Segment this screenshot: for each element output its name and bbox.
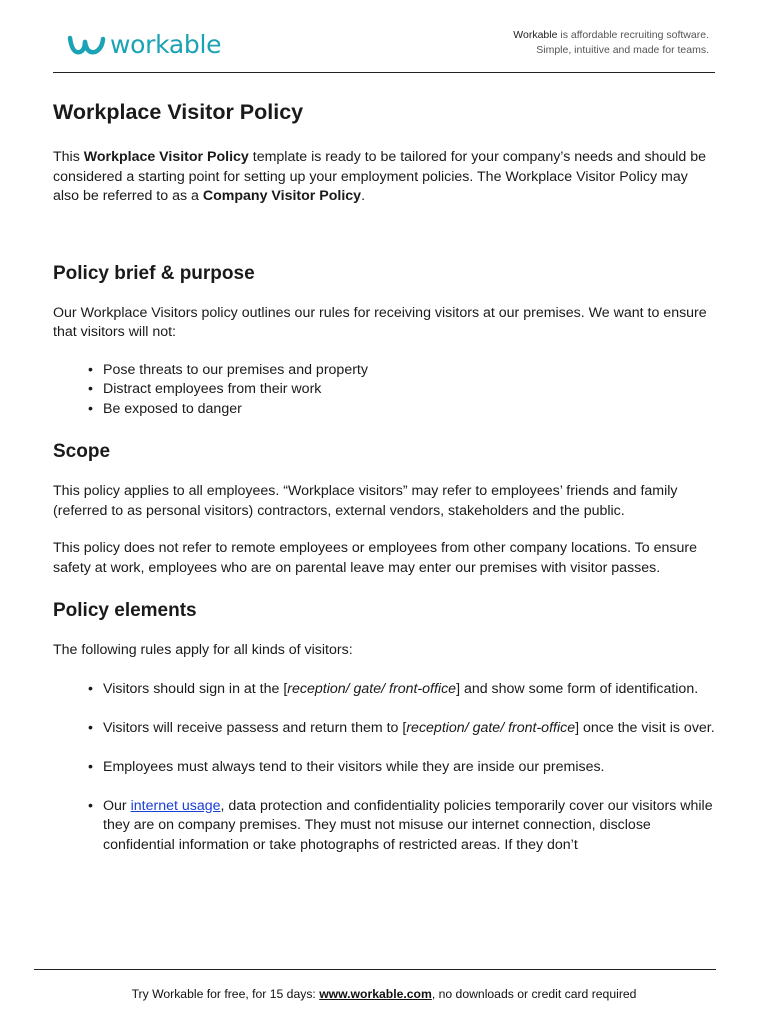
- intro-bold-2: Company Visitor Policy: [202, 188, 362, 204]
- intro-paragraph: [53, 148, 717, 207]
- logo-wordmark: workable: [110, 30, 222, 59]
- footer-text-2: , no downloads or credit card required: [431, 987, 637, 1001]
- item-text: ] once the visit is over.: [575, 719, 715, 736]
- tagline-brand: Workable: [513, 29, 558, 41]
- list-item: • Be exposed to danger: [103, 400, 717, 420]
- header-divider: [53, 72, 715, 73]
- page-footer: [0, 987, 768, 1001]
- list-item: [103, 797, 717, 856]
- list-item: • Employees must always tend to their visitors while they are inside our premises.: [103, 758, 717, 778]
- item-emphasis: reception/ gate/ front-office: [287, 680, 457, 697]
- document-body: [53, 98, 717, 875]
- workable-website-link[interactable]: www.workable.com: [319, 987, 432, 1001]
- workable-logo-icon: [67, 32, 107, 58]
- item-text: , data protection and confidentiality policies temporarily cover our visitors while they are on company premises. They must not misuse our internet connection, disclose confidential information or take photographs of restricted areas. If they don’t: [103, 797, 713, 853]
- section-heading-elements: Policy elements: [53, 600, 197, 621]
- scope-paragraph-1: This policy applies to all employees. “Workplace visitors” may refer to employees’ friends and family (referred to as personal visitors) contractors, external vendors, stakeholders and the public.: [53, 483, 678, 519]
- brief-paragraph: Our Workplace Visitors policy outlines our rules for receiving visitors at our premises. We want to ensure that visitors will not:: [53, 304, 707, 340]
- item-text: ] and show some form of identification.: [456, 680, 699, 697]
- section-heading-brief: Policy brief & purpose: [53, 262, 255, 284]
- item-text: Our: [103, 797, 131, 814]
- brief-list: [53, 361, 717, 420]
- tagline-line2: Simple, intuitive and made for teams.: [536, 44, 709, 56]
- footer-divider: [34, 969, 716, 970]
- elements-paragraph: The following rules apply for all kinds of visitors:: [53, 642, 353, 658]
- list-item: • Distract employees from their work: [103, 380, 717, 400]
- list-item: [103, 719, 717, 739]
- intro-text-1: This: [53, 149, 84, 165]
- intro-bold-1: Workplace Visitor Policy: [83, 149, 249, 165]
- intro-text-3: .: [361, 188, 366, 204]
- item-text: Visitors will receive passess and return them to [: [103, 719, 407, 736]
- header-tagline: [513, 28, 709, 58]
- footer-text-1: Try Workable for free, for 15 days:: [131, 987, 320, 1001]
- page-header: [53, 24, 715, 72]
- section-heading-scope: Scope: [53, 441, 111, 462]
- internet-usage-link[interactable]: internet usage: [130, 797, 221, 814]
- page-title: Workplace Visitor Policy: [53, 100, 304, 124]
- workable-logo[interactable]: [67, 30, 221, 59]
- list-item: [103, 680, 717, 700]
- intro-text-2: template is ready to be tailored for your company’s needs and should be considered a starting point for setting up your employment policies. The Workplace Visitor Policy may also be referred to as a: [53, 149, 706, 204]
- elements-list: [53, 680, 717, 856]
- item-emphasis: reception/ gate/ front-office: [406, 719, 576, 736]
- tagline-line1: is affordable recruiting software.: [557, 29, 709, 41]
- item-text: Visitors should sign in at the [: [103, 680, 288, 697]
- scope-paragraph-2: This policy does not refer to remote employees or employees from other company locations. To ensure safety at work, employees who are on parental leave may enter our premises with visitor passes.: [53, 540, 698, 576]
- list-item: • Pose threats to our premises and property: [103, 361, 717, 381]
